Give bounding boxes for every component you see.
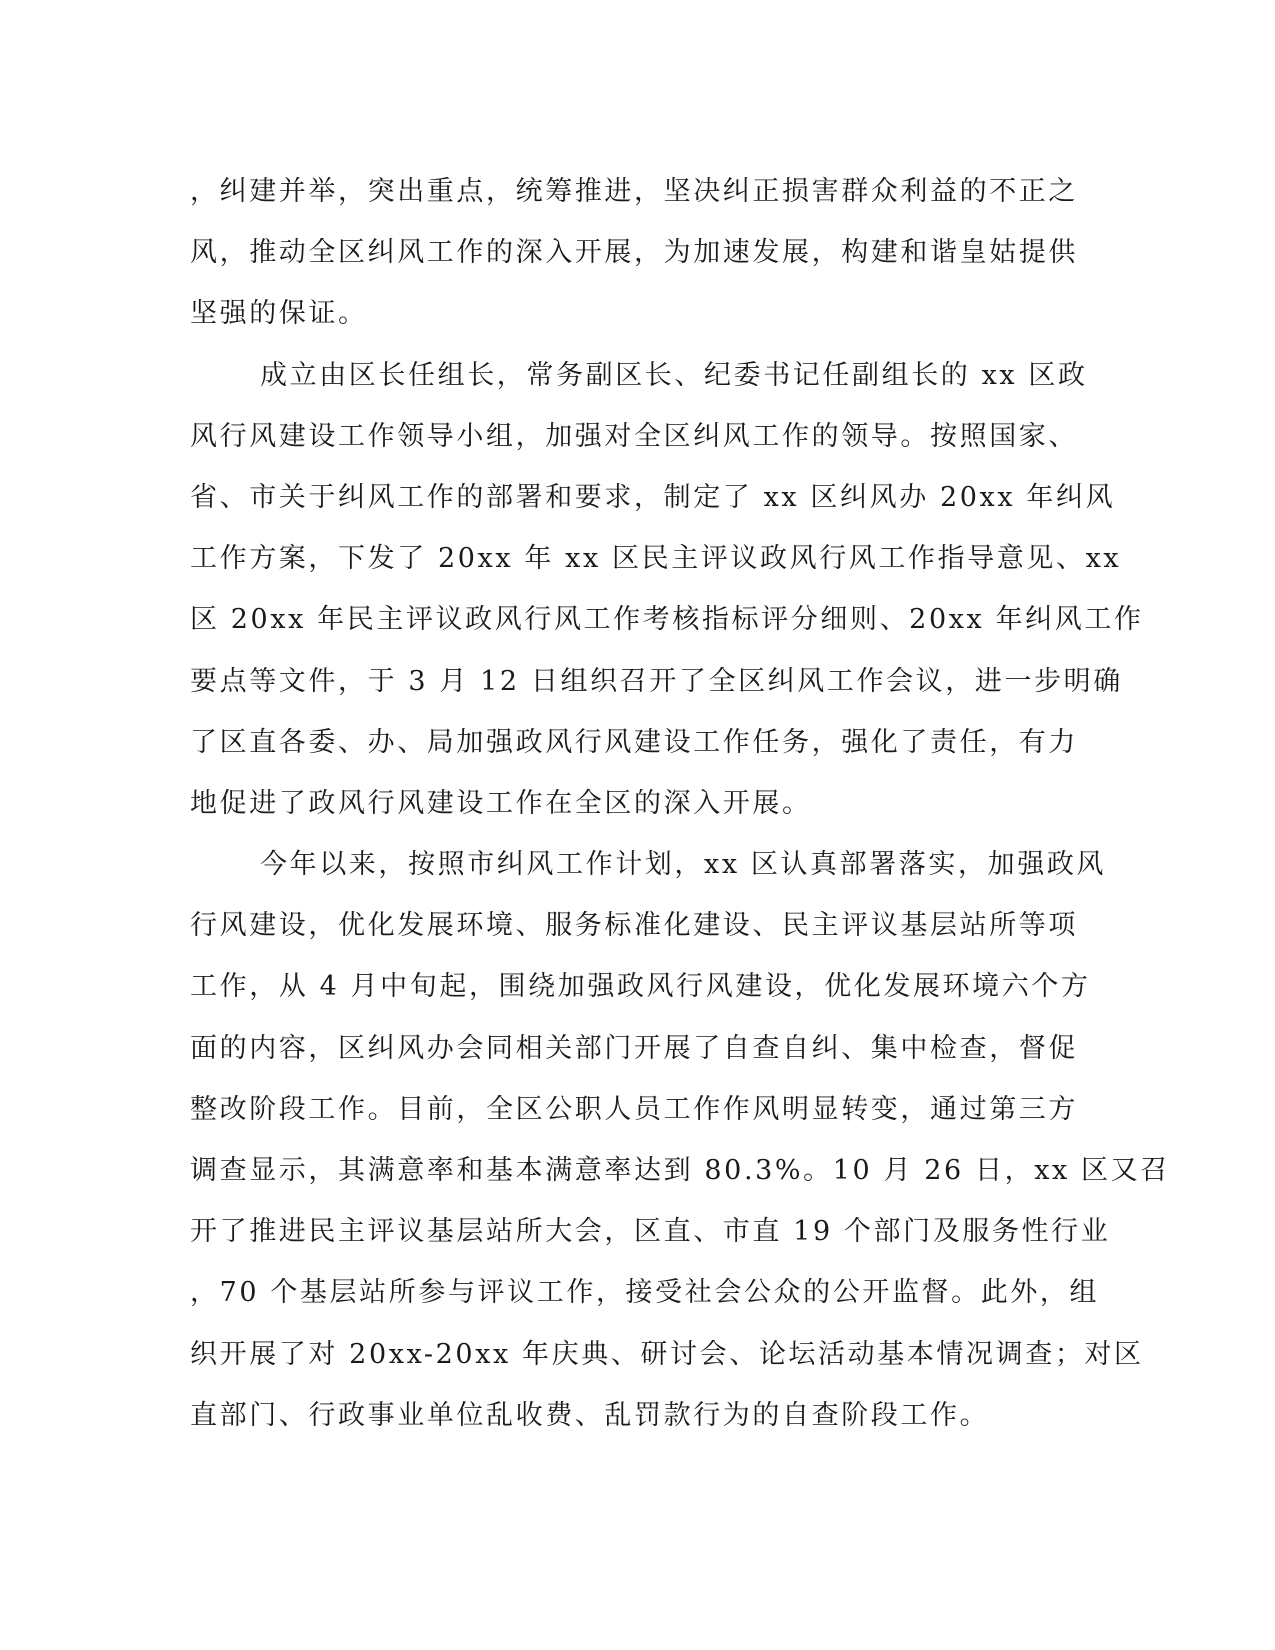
text-line: 调查显示，其满意率和基本满意率达到 80.3%。10 月 26 日，xx 区又召 xyxy=(190,1155,1170,1186)
text-line: 开了推进民主评议基层站所大会，区直、市直 19 个部门及服务性行业 xyxy=(190,1216,1111,1248)
text-line: 行风建设，优化发展环境、服务标准化建设、民主评议基层站所等项 xyxy=(190,910,1078,942)
text-line: 织开展了对 20xx-20xx 年庆典、研讨会、论坛活动基本情况调查；对区 xyxy=(190,1338,1144,1370)
text-line: 了区直各委、办、局加强政风行风建设工作任务，强化了责任，有力 xyxy=(190,726,1078,758)
text-line: 风行风建设工作领导小组，加强对全区纠风工作的领导。按照国家、 xyxy=(190,420,1078,452)
text-line: ，纠建并举，突出重点，统筹推进，坚决纠正损害群众利益的不正之 xyxy=(190,176,1078,207)
text-line: 风，推动全区纠风工作的深入开展，为加速发展，构建和谐皇姑提供 xyxy=(190,237,1078,269)
text-line: 要点等文件，于 3 月 12 日组织召开了全区纠风工作会议，进一步明确 xyxy=(190,665,1123,697)
text-line: 整改阶段工作。目前，全区公职人员工作作风明显转变，通过第三方 xyxy=(190,1093,1078,1125)
text-line: 坚强的保证。 xyxy=(190,298,368,330)
text-line: 区 20xx 年民主评议政风行风工作考核指标评分细则、20xx 年纠风工作 xyxy=(190,604,1144,636)
body-text xyxy=(190,161,1170,1446)
text-line: 直部门、行政事业单位乱收费、乱罚款行为的自查阶段工作。 xyxy=(190,1399,990,1431)
text-line: 省、市关于纠风工作的部署和要求，制定了 xx 区纠风办 20xx 年纠风 xyxy=(190,481,1116,513)
text-line: 工作方案，下发了 20xx 年 xx 区民主评议政风行风工作指导意见、xx xyxy=(190,543,1122,575)
paragraph-first-line: 今年以来，按照市纠风工作计划，xx 区认真部署落实，加强政风 xyxy=(260,849,1107,881)
text-line: ，70 个基层站所参与评议工作，接受社会公众的公开监督。此外，组 xyxy=(190,1277,1100,1309)
text-line: 工作，从 4 月中旬起，围绕加强政风行风建设，优化发展环境六个方 xyxy=(190,971,1091,1003)
paragraph-first-line: 成立由区长任组长，常务副区长、纪委书记任副组长的 xx 区政 xyxy=(260,359,1088,391)
text-line: 地促进了政风行风建设工作在全区的深入开展。 xyxy=(190,787,812,819)
text-line: 面的内容，区纠风办会同相关部门开展了自查自纠、集中检查，督促 xyxy=(190,1032,1078,1064)
